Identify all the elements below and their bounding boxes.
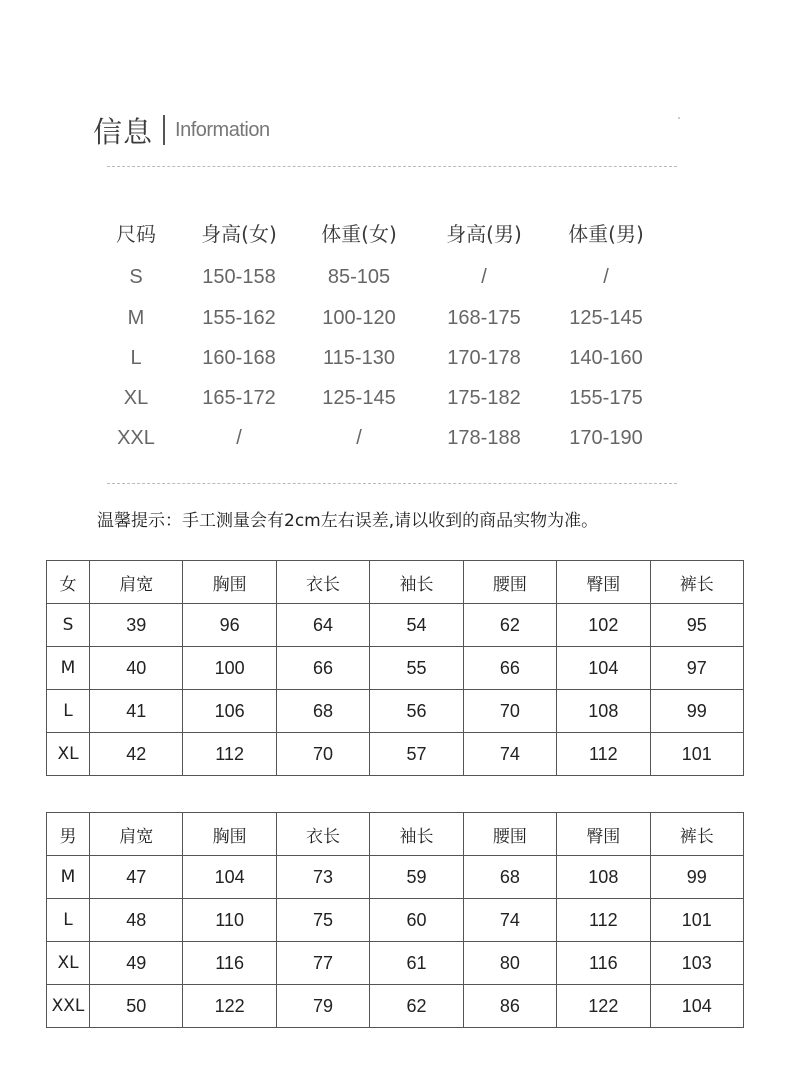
table-cell: 122 [183,985,276,1028]
ref-value-cell: 160-168 [202,347,276,369]
table-header-row [47,561,744,604]
ref-header-cell: 身高(男) [446,222,522,246]
table-cell: 74 [463,733,556,776]
table-row [47,899,744,942]
ref-value-cell: 178-188 [447,427,521,449]
table-header-cell: 袖长 [370,561,463,604]
table-cell: 41 [90,690,183,733]
table-cell: 108 [557,856,650,899]
table-cell: 100 [183,647,276,690]
size-label-cell: L [47,690,90,733]
size-label-cell: XL [47,733,90,776]
table-cell: 116 [183,942,276,985]
measurement-notice: 温馨提示：手工测量会有2cm左右误差,请以收到的商品实物为准。 [97,511,599,531]
table-cell: 80 [463,942,556,985]
ref-header-cell: 尺码 [116,222,156,246]
table-cell: 112 [557,733,650,776]
table-cell: 47 [90,856,183,899]
table-header-cell: 衣长 [276,813,369,856]
table-cell: 75 [276,899,369,942]
ref-value-cell: / [236,427,242,449]
table-cell: 40 [90,647,183,690]
ref-value-cell: 125-145 [322,387,396,409]
ref-value-cell: XXL [117,427,155,449]
table-header-cell: 腰围 [463,561,556,604]
table-row [47,647,744,690]
table-cell: 99 [650,690,743,733]
table-row [47,985,744,1028]
ref-value-cell: / [356,427,362,449]
table-row [47,690,744,733]
ref-value-cell: 168-175 [447,307,521,329]
table-header-cell: 衣长 [276,561,369,604]
table-cell: 66 [276,647,369,690]
size-label-cell: M [47,856,90,899]
ref-value-cell: 100-120 [322,307,396,329]
size-label-cell: S [47,604,90,647]
table-cell: 70 [276,733,369,776]
size-label-cell: XXL [47,985,90,1028]
table-header-cell: 胸围 [183,813,276,856]
ref-value-cell: 140-160 [569,347,643,369]
table-cell: 110 [183,899,276,942]
ref-value-cell: 150-158 [202,266,276,288]
ref-value-cell: 155-162 [202,307,276,329]
women-size-table [46,560,744,776]
size-label-cell: M [47,647,90,690]
table-cell: 48 [90,899,183,942]
ref-value-cell: L [130,347,142,369]
table-cell: 54 [370,604,463,647]
table-header-cell: 裤长 [650,561,743,604]
ref-value-cell: 175-182 [447,387,521,409]
men-size-table [46,812,744,1028]
table-cell: 64 [276,604,369,647]
dashed-divider-top [107,166,677,167]
ref-value-cell: 85-105 [327,266,391,288]
table-cell: 79 [276,985,369,1028]
table-cell: 39 [90,604,183,647]
table-cell: 73 [276,856,369,899]
table-row [47,942,744,985]
ref-value-cell: / [603,266,609,288]
table-cell: 104 [183,856,276,899]
table-cell: 70 [463,690,556,733]
table-cell: 49 [90,942,183,985]
table-cell: 102 [557,604,650,647]
title-divider [163,115,165,145]
decorative-dot [678,117,680,119]
table-cell: 77 [276,942,369,985]
table-header-cell: 男 [47,813,90,856]
table-cell: 62 [463,604,556,647]
table-cell: 97 [650,647,743,690]
size-label-cell: XL [47,942,90,985]
table-cell: 55 [370,647,463,690]
table-header-cell: 袖长 [370,813,463,856]
table-cell: 104 [557,647,650,690]
ref-value-cell: 125-145 [569,307,643,329]
table-cell: 57 [370,733,463,776]
table-header-cell: 女 [47,561,90,604]
table-cell: 50 [90,985,183,1028]
ref-value-cell: 155-175 [569,387,643,409]
table-cell: 62 [370,985,463,1028]
ref-value-cell: 115-130 [323,347,395,369]
table-cell: 59 [370,856,463,899]
ref-value-cell: M [127,307,145,329]
table-cell: 108 [557,690,650,733]
table-cell: 66 [463,647,556,690]
size-label-cell: L [47,899,90,942]
table-row [47,604,744,647]
table-row [47,733,744,776]
table-header-cell: 胸围 [183,561,276,604]
table-cell: 106 [183,690,276,733]
table-cell: 116 [557,942,650,985]
table-cell: 56 [370,690,463,733]
table-cell: 96 [183,604,276,647]
table-header-cell: 肩宽 [90,813,183,856]
table-cell: 112 [183,733,276,776]
dashed-divider-bottom [107,483,677,484]
ref-header-cell: 身高(女) [201,222,277,246]
table-header-cell: 肩宽 [90,561,183,604]
table-cell: 103 [650,942,743,985]
table-cell: 68 [276,690,369,733]
ref-header-cell: 体重(女) [321,222,397,246]
ref-value-cell: / [481,266,487,288]
table-cell: 42 [90,733,183,776]
table-cell: 68 [463,856,556,899]
table-cell: 74 [463,899,556,942]
table-cell: 101 [650,733,743,776]
table-cell: 60 [370,899,463,942]
table-cell: 95 [650,604,743,647]
section-subtitle: Information [175,118,270,141]
table-header-cell: 臀围 [557,561,650,604]
table-cell: 122 [557,985,650,1028]
table-cell: 112 [557,899,650,942]
table-cell: 104 [650,985,743,1028]
table-header-cell: 腰围 [463,813,556,856]
ref-value-cell: S [129,266,143,288]
ref-value-cell: 170-190 [569,427,643,449]
ref-value-cell: 170-178 [447,347,521,369]
table-cell: 101 [650,899,743,942]
table-header-cell: 裤长 [650,813,743,856]
table-cell: 61 [370,942,463,985]
table-header-cell: 臀围 [557,813,650,856]
table-header-row [47,813,744,856]
section-header [93,110,270,150]
ref-value-cell: 165-172 [202,387,276,409]
ref-value-cell: XL [123,387,149,409]
table-cell: 99 [650,856,743,899]
table-cell: 86 [463,985,556,1028]
section-title: 信息 [93,114,154,149]
table-row [47,856,744,899]
ref-header-cell: 体重(男) [568,222,644,246]
